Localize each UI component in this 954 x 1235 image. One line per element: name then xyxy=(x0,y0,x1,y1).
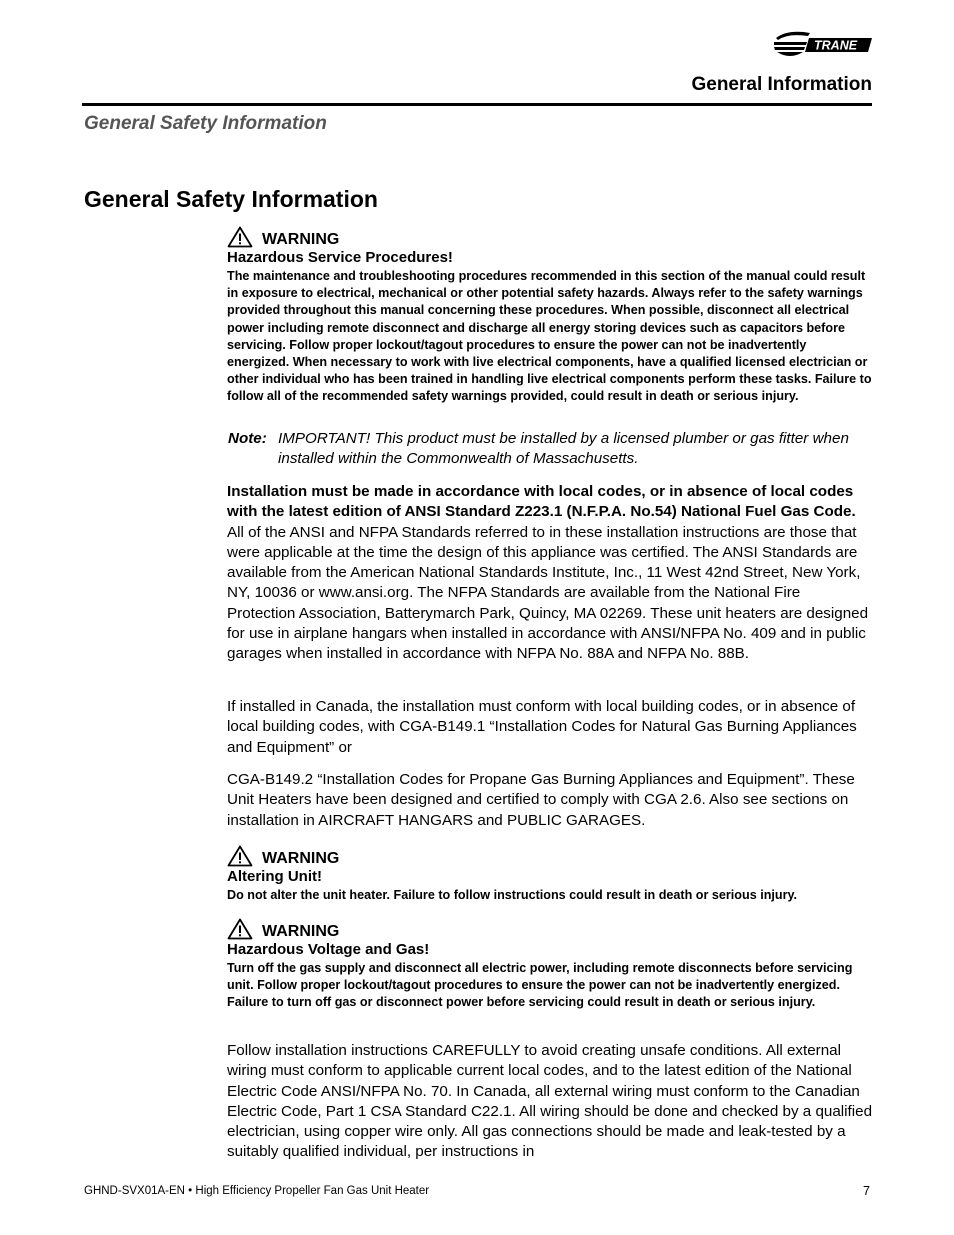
paragraph-canada: If installed in Canada, the installation must conform with local building codes, or in absence of local building codes, with CGA-B149.1 “Installation Codes for Natural Gas Burning Appliances and Equipment” or xyxy=(227,698,857,756)
page-number: 7 xyxy=(863,1184,870,1198)
subsection-title: General Safety Information xyxy=(84,113,327,134)
warning-title: Hazardous Service Procedures! xyxy=(227,249,453,266)
warning-title: Altering Unit! xyxy=(227,868,322,885)
section-title: General Information xyxy=(691,74,872,95)
paragraph-cga: CGA-B149.2 “Installation Codes for Propane Gas Burning Appliances and Equipment”. These Unit Heaters have been designed and certified to comply with CGA 2.6. Also see sections on installation in AIRCRAFT HANGARS and PUBLIC GARAGES. xyxy=(227,771,855,829)
trane-logo xyxy=(774,30,874,60)
warning-label: WARNING xyxy=(262,231,340,248)
page-heading: General Safety Information xyxy=(84,186,378,212)
warning-body: Turn off the gas supply and disconnect all electric power, including remote disconnects before servicing unit. Follow proper lockout/tagout procedures to ensure the power can not be inadvertently energized. Failure to turn off gas or disconnect power before servicing could result in death or serious injury. xyxy=(227,961,853,1010)
note-text: IMPORTANT! This product must be installed by a licensed plumber or gas fitter when installed within the Commonwealth of Massachusetts. xyxy=(278,430,849,468)
warning-triangle-icon xyxy=(227,918,253,940)
warning-block-voltage-gas xyxy=(227,916,872,1012)
note-label: Note: xyxy=(228,430,267,447)
logo-text: TRANE xyxy=(814,38,858,53)
paragraph-installation-codes xyxy=(227,482,872,665)
warning-block-altering xyxy=(227,843,872,904)
paragraph-follow-instructions: Follow installation instructions CAREFULLY to avoid creating unsafe conditions. All external wiring must conform to applicable current local codes, and to the latest edition of the National Electric Code ANSI/NFPA No. 70. In Canada, all external wiring must conform to the Canadian Electric Code, Part 1 CSA Standard C22.1. All wiring should be done and checked by a qualified electrician, using copper wire only. All gas connections should be made and leak-tested by a suitably qualified individual, per instructions in xyxy=(227,1042,873,1161)
warning-body: The maintenance and troubleshooting procedures recommended in this section of the manual could result in exposure to electrical, mechanical or other potential safety hazards. Always refer to the safety warnings provided throughout this manual concerning these procedures. When possible, disconnect all electrical power including remote disconnect and discharge all energy storing devices such as capacitors before servicing. Follow proper lockout/tagout procedures to ensure the power can not be inadvertently energized. When necessary to work with live electrical components, have a qualified licensed electrician or other individual who has been trained in handling live electrical components perform these tasks. Failure to follow all of the recommended safety warnings provided, could result in death or serious injury. xyxy=(227,269,872,404)
footer-doc-ref: GHND-SVX01A-EN • High Efficiency Propeller Fan Gas Unit Heater xyxy=(84,1185,430,1197)
warning-block-service xyxy=(227,224,872,406)
warning-title: Hazardous Voltage and Gas! xyxy=(227,941,430,958)
header-rule xyxy=(82,103,872,106)
warning-triangle-icon xyxy=(227,226,253,248)
warning-label: WARNING xyxy=(262,923,340,940)
paragraph-bold-lead: Installation must be made in accordance with local codes, or in absence of local codes with the latest edition of ANSI Standard Z223.1 (N.F.P.A. No.54) National Fuel Gas Code. xyxy=(227,483,856,521)
warning-triangle-icon xyxy=(227,845,253,867)
paragraph-text: All of the ANSI and NFPA Standards referred to in these installation instructions are those that were applicable at the time the design of this appliance was certified. The ANSI Standards are available from the American National Standards Institute, Inc., 11 West 42nd Street, New York, NY, 10036 or www.ansi.org. The NFPA Standards are available from the National Fire Protection Association, Batterymarch Park, Quincy, MA 02269. These unit heaters are designed for use in airplane hangars when installed in accordance with ANSI/NFPA No. 409 and in public garages when installed in accordance with NFPA No. 88A and NFPA No. 88B. xyxy=(227,523,869,663)
note-block xyxy=(227,429,872,470)
warning-body: Do not alter the unit heater. Failure to follow instructions could result in death or serious injury. xyxy=(227,888,798,902)
warning-label: WARNING xyxy=(262,850,340,867)
